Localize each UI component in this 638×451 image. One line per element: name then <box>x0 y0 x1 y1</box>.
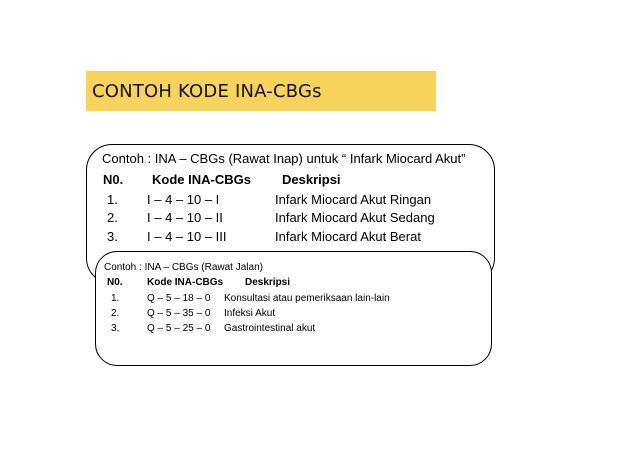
outpatient-col-code: Kode INA-CBGs <box>147 277 224 288</box>
inpatient-row-1-desc: Infark Miocard Akut Ringan <box>275 192 432 207</box>
inpatient-row-1-no: 1. <box>107 192 118 207</box>
outpatient-col-desc: Deskripsi <box>245 277 291 288</box>
inpatient-heading: Contoh : INA – CBGs (Rawat Inap) untuk “ Infark Miocard Akut” <box>102 151 466 166</box>
inpatient-col-no: N0. <box>103 172 124 187</box>
outpatient-row-2-code: Q – 5 – 35 – 0 <box>147 308 211 319</box>
outpatient-row-1-code: Q – 5 – 18 – 0 <box>147 293 211 304</box>
title-banner <box>86 71 436 111</box>
inpatient-row-2-no: 2. <box>107 210 118 225</box>
outpatient-col-no: N0. <box>107 277 123 288</box>
inpatient-col-code: Kode INA-CBGs <box>152 172 251 187</box>
outpatient-row-1-no: 1. <box>111 293 120 304</box>
outpatient-row-2-desc: Infeksi Akut <box>224 308 276 319</box>
outpatient-row-3-code: Q – 5 – 25 – 0 <box>147 323 211 334</box>
inpatient-row-3-code: I – 4 – 10 – III <box>147 229 227 244</box>
inpatient-row-2-desc: Infark Miocard Akut Sedang <box>275 210 435 225</box>
inpatient-col-desc: Deskripsi <box>282 172 341 187</box>
outpatient-row-1-desc: Konsultasi atau pemeriksaan lain-lain <box>224 293 390 304</box>
outpatient-row-3-desc: Gastrointestinal akut <box>224 323 316 334</box>
outpatient-heading: Contoh : INA – CBGs (Rawat Jalan) <box>104 262 263 273</box>
slide-title: CONTOH KODE INA-CBGs <box>92 80 322 102</box>
inpatient-row-3-desc: Infark Miocard Akut Berat <box>275 229 421 244</box>
inpatient-row-1-code: I – 4 – 10 – I <box>147 192 220 207</box>
inpatient-row-2-code: I – 4 – 10 – II <box>147 210 223 225</box>
outpatient-row-2-no: 2. <box>111 308 120 319</box>
inpatient-row-3-no: 3. <box>107 229 118 244</box>
outpatient-row-3-no: 3. <box>111 323 120 334</box>
